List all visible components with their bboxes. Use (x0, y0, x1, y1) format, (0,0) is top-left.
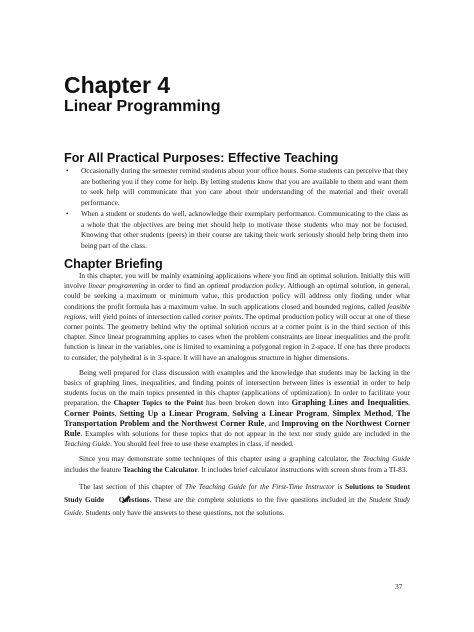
chapter-number: Chapter 4 (64, 72, 171, 98)
bullet-icon: • (66, 166, 69, 175)
briefing-paragraph-4: The last section of this chapter of The Teaching Guide for the First-Time Instructor is Solutions to Student Study Guide Questions. These are the complete solutions to the five questions included in the Student Study Guide. Students only have the answers to these questions, not the solutions. (64, 481, 411, 518)
teaching-tips-list (66, 166, 408, 252)
page-number: 37 (395, 582, 403, 591)
section-heading-effective-teaching: For All Practical Purposes: Effective Teaching (64, 151, 339, 165)
pencil-icon (107, 494, 116, 502)
briefing-paragraph-1: In this chapter, you will be mainly examining applications where you find an optimal solution. Initially this will involve linear programming in order to find an optimal production policy. Although an optimal solution, in general, could be seeking a maximum or minimum value, this production policy will address only finding under what conditions the profit formula has a maximum value. In such applications closed and bounded regions, called feasible regions, will yield points of intersection called corner points. The optimal production policy will occur at one of these corner points. The geometry behind why the optimal solution occurs at a corner point is in the third section of this chapter. Since linear programming applies to cases when the problem constraints are linear inequalities and the profit function is linear in the variables, one is limited to examining a polygonal region in 2-space. If one has three products to consider, the polyhedral is in 3-space. It will have an analogous structure in higher dimensions. (64, 271, 410, 362)
chapter-briefing-body (64, 271, 410, 524)
bullet-icon: • (66, 209, 69, 218)
briefing-paragraph-3: Since you may demonstrate some techniques of this chapter using a graphing calculator, the Teaching Guide includes the feature Teaching the Calculator. It includes brief calculator instructions with screen shots from a TI-83. (64, 454, 410, 474)
list-item (66, 166, 408, 208)
briefing-paragraph-2: Being well prepared for class discussion with examples and the knowledge that students may be lacking in the basics of graphing lines, inequalities, and finding points of intersection between lines is essential in order to help students focus on the main topics presented in this chapter (applications of optimization). In order to facilitate your preparation, the Chapter Topics to the Point has been broken down into Graphing Lines and Inequalities, Corner Points, Setting Up a Linear Program, Solving a Linear Program, Simplex Method, The Transportation Problem and the Northwest Corner Rule, and Improving on the Northwest Corner Rule. Examples with solutions for these topics that do not appear in the text nor study guide are included in the Teaching Guide. You should feel free to use these examples in class, if needed. (64, 367, 411, 449)
bullet-text: Occasionally during the semester remind students about your office hours. Some students can perceive that they are bothering you if they come for help. By letting students know that you are available to them and want them to seek help will communicate that you care about their understanding of the material and their overall performance. (81, 166, 408, 207)
list-item (66, 209, 408, 251)
chapter-title: Linear Programming (64, 98, 221, 115)
section-heading-chapter-briefing: Chapter Briefing (64, 257, 163, 271)
bullet-text: When a student or students do well, acknowledge their exemplary performance. Communicating to the class as a whole that the objectives are being met should help to motivate those students who may not be focused. Knowing that other students (peers) in their course are taking their work seriously should help bring them into being part of the class. (81, 209, 408, 250)
